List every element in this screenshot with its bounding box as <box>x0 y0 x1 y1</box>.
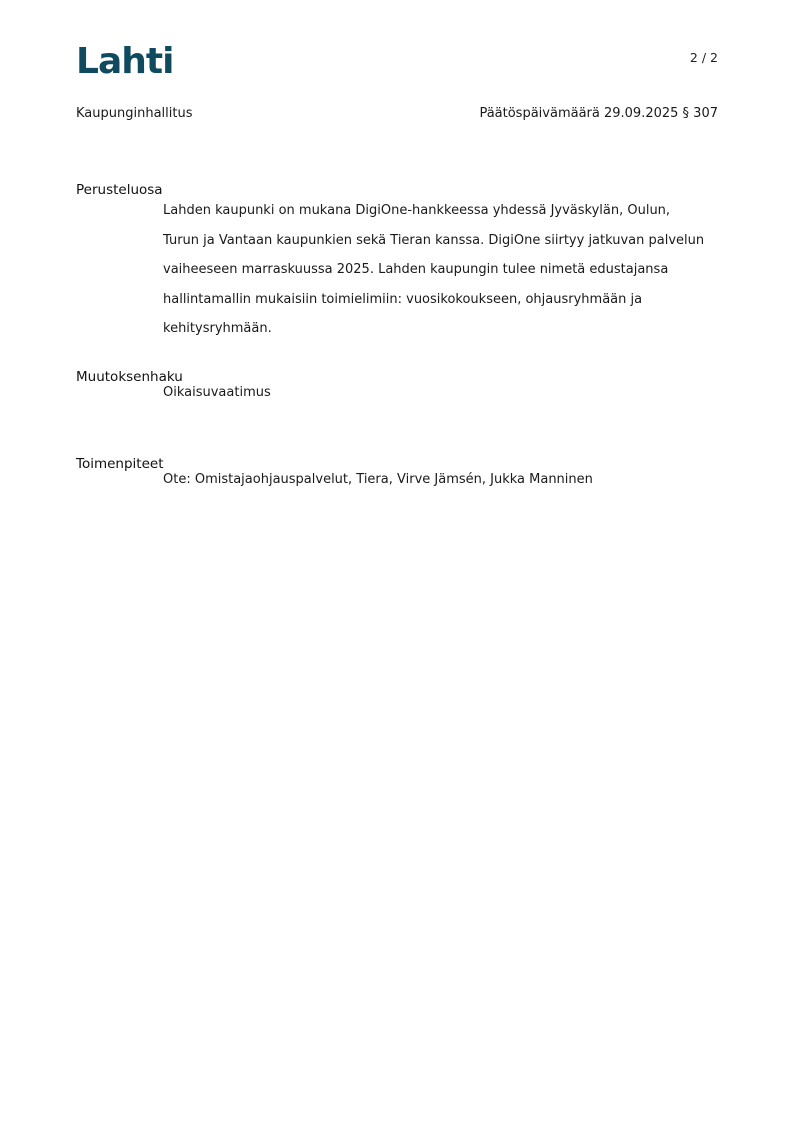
section-perusteluosa <box>76 182 726 344</box>
section-body: Oikaisuvaatimus <box>163 385 271 400</box>
section-heading: Perusteluosa <box>76 182 163 198</box>
decision-date: Päätöspäivämäärä 29.09.2025 § 307 <box>479 106 718 121</box>
body-line: kehitysryhmään. <box>163 321 272 336</box>
page-number: 2 / 2 <box>689 50 718 65</box>
body-line: Lahden kaupunki on mukana DigiOne-hankkeessa yhdessä Jyväskylän, Oulun, <box>163 203 671 218</box>
section-heading: Toimenpiteet <box>76 456 164 472</box>
section-body: Ote: Omistajaohjauspalvelut, Tiera, Virve Jämsén, Jukka Manninen <box>163 472 593 487</box>
organization-name: Kaupunginhallitus <box>76 106 193 121</box>
section-heading: Muutoksenhaku <box>76 369 183 385</box>
body-line: Turun ja Vantaan kaupunkien sekä Tieran kanssa. DigiOne siirtyy jatkuvan palvelun <box>163 232 705 248</box>
section-toimenpiteet <box>76 456 726 490</box>
section-body <box>163 196 723 344</box>
section-muutoksenhaku <box>76 369 726 403</box>
lahti-logo: Lahti <box>76 41 174 82</box>
body-line: hallintamallin mukaisiin toimielimiin: vuosikokoukseen, ohjausryhmään ja <box>163 291 643 307</box>
body-line: vaiheeseen marraskuussa 2025. Lahden kaupungin tulee nimetä edustajansa <box>163 262 669 277</box>
